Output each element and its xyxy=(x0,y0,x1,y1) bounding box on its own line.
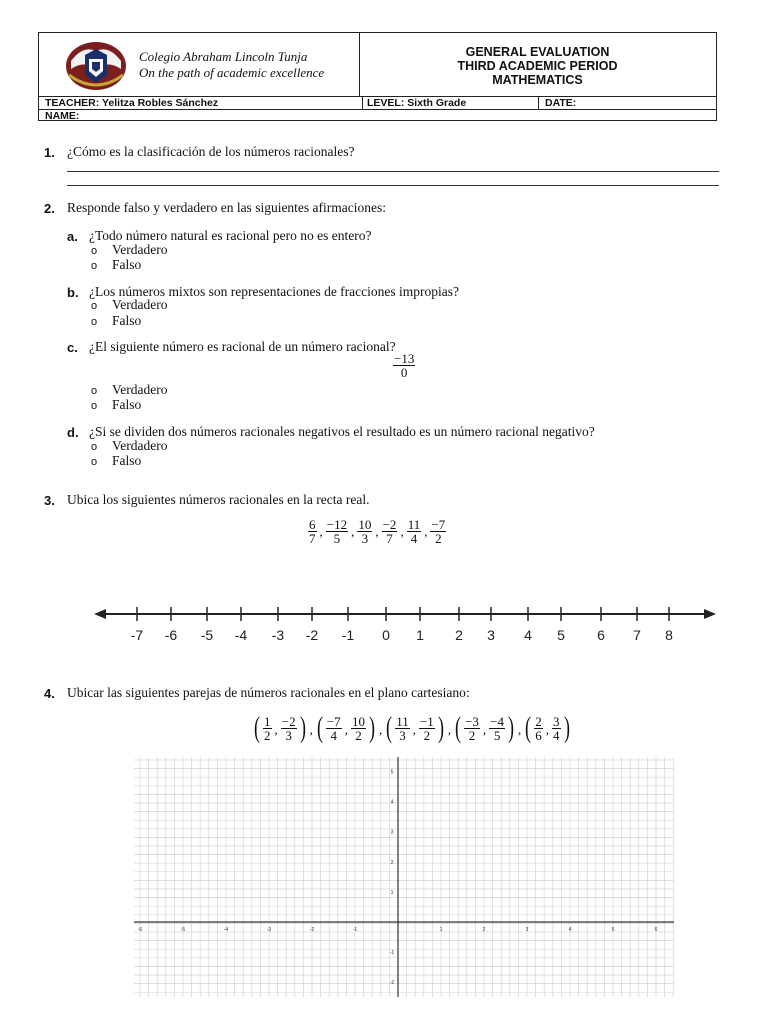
comma: , xyxy=(518,722,522,737)
fraction-denominator: 5 xyxy=(493,727,501,743)
tick-label: -4 xyxy=(234,627,248,643)
logo-cell xyxy=(39,33,360,96)
fraction-denominator: 3 xyxy=(399,727,406,743)
q2b-text: ¿Los números mixtos son representaciones de fracciones impropias? xyxy=(89,284,460,299)
school-motto: On the path of academic excellence xyxy=(139,65,325,80)
fraction-denominator: 2 xyxy=(355,727,362,743)
fraction-denominator: 2 xyxy=(423,727,431,743)
radio-bullet[interactable]: o xyxy=(91,400,98,412)
y-tick-label: 1 xyxy=(390,889,394,896)
tick-label: 1 xyxy=(416,627,424,643)
q2d-letter: d. xyxy=(67,425,79,440)
fraction-denominator: 4 xyxy=(553,727,560,743)
fraction xyxy=(326,518,348,545)
comma: , xyxy=(274,722,278,737)
pair-x-fraction xyxy=(534,715,543,742)
tick-label: 7 xyxy=(633,627,641,643)
period-title: THIRD ACADEMIC PERIOD xyxy=(457,59,618,73)
open-paren: ( xyxy=(525,711,532,744)
pair-x-fraction xyxy=(464,715,480,742)
option-false[interactable]: Falso xyxy=(112,257,142,272)
fraction xyxy=(407,518,422,545)
option-true[interactable]: Verdadero xyxy=(112,438,168,453)
school-crest-icon xyxy=(65,41,127,91)
fraction-numerator: 11 xyxy=(396,713,409,729)
x-tick-label: -1 xyxy=(352,927,358,933)
comma: , xyxy=(545,722,549,737)
date-field[interactable]: DATE: xyxy=(545,97,577,109)
x-tick-label: 5 xyxy=(611,927,615,933)
pair-x-fraction xyxy=(263,715,272,742)
eval-title: GENERAL EVALUATION xyxy=(465,45,610,59)
radio-bullet[interactable]: o xyxy=(91,260,98,272)
x-tick-label: -4 xyxy=(223,927,229,933)
fraction-numerator: −4 xyxy=(490,713,504,729)
fraction-numerator: −7 xyxy=(326,713,341,729)
fraction-denominator: 4 xyxy=(330,727,338,743)
level-label: LEVEL: Sixth Grade xyxy=(367,97,467,109)
close-paren: ) xyxy=(508,711,514,744)
header-table xyxy=(38,32,717,121)
comma: , xyxy=(400,524,404,539)
q2c-text: ¿El siguiente número es racional de un número racional? xyxy=(89,339,396,354)
y-tick-label: 4 xyxy=(390,799,394,806)
cartesian-grid[interactable] xyxy=(134,757,674,997)
fraction-denominator: 4 xyxy=(410,531,418,546)
radio-bullet[interactable]: o xyxy=(91,245,98,257)
q4-text: Ubicar las siguientes parejas de números racionales en el plano cartesiano: xyxy=(67,685,470,700)
tick-label: -6 xyxy=(164,627,178,643)
name-field[interactable]: NAME: xyxy=(45,110,80,122)
title-cell xyxy=(359,33,716,96)
comma: , xyxy=(375,524,379,539)
name-row xyxy=(39,109,716,122)
tick-label: 4 xyxy=(524,627,532,643)
open-paren: ( xyxy=(386,711,393,744)
pair-x-fraction xyxy=(395,715,410,742)
arrow-left-icon xyxy=(94,609,106,619)
teacher-label: TEACHER: Yelitza Robles Sánchez xyxy=(45,97,219,109)
open-paren: ( xyxy=(254,711,260,744)
tick-label: -1 xyxy=(341,627,355,643)
x-tick-label: 4 xyxy=(568,927,572,933)
option-false[interactable]: Falso xyxy=(112,453,142,468)
q3-fraction-list xyxy=(307,518,447,545)
option-true[interactable]: Verdadero xyxy=(112,242,168,257)
option-true[interactable]: Verdadero xyxy=(112,382,168,397)
pair-y-fraction xyxy=(281,715,297,742)
comma: , xyxy=(424,524,428,539)
fraction xyxy=(357,518,372,545)
q2a-text: ¿Todo número natural es racional pero no es entero? xyxy=(89,228,372,243)
radio-bullet[interactable]: o xyxy=(91,456,98,468)
y-tick-label: -1 xyxy=(389,950,395,957)
x-tick-label: -3 xyxy=(266,927,272,933)
tick-label: -2 xyxy=(305,627,319,643)
fraction-denominator: 2 xyxy=(435,531,442,546)
radio-bullet[interactable]: o xyxy=(91,316,98,328)
fraction-numerator: −2 xyxy=(281,713,296,729)
comma: , xyxy=(351,524,355,539)
x-tick-label: -2 xyxy=(309,927,315,933)
fraction-denominator: 7 xyxy=(309,531,316,546)
radio-bullet[interactable]: o xyxy=(91,441,98,453)
radio-bullet[interactable]: o xyxy=(91,385,98,397)
open-paren: ( xyxy=(455,711,462,744)
comma: , xyxy=(412,722,416,737)
answer-line[interactable] xyxy=(67,185,719,186)
fraction-numerator: 2 xyxy=(535,713,542,729)
q2c-letter: c. xyxy=(67,340,78,355)
pair-y-fraction xyxy=(489,715,505,742)
pair-y-fraction xyxy=(419,715,435,742)
fraction xyxy=(308,518,317,545)
option-true[interactable]: Verdadero xyxy=(112,297,168,312)
q3-number: 3. xyxy=(44,493,55,508)
close-paren: ) xyxy=(563,711,570,744)
school-name: Colegio Abraham Lincoln Tunja xyxy=(139,49,308,64)
tick-label: 8 xyxy=(665,627,673,643)
fraction-numerator: −3 xyxy=(465,713,479,729)
close-paren: ) xyxy=(368,711,375,744)
x-tick-label: -6 xyxy=(137,927,143,933)
fraction-numerator: −1 xyxy=(419,713,434,729)
y-tick-label: 3 xyxy=(390,829,394,836)
fraction-numerator: 1 xyxy=(264,713,271,729)
y-tick-label: 2 xyxy=(390,859,394,866)
comma: , xyxy=(319,524,323,539)
tick-label: -3 xyxy=(271,627,285,643)
x-tick-label: 3 xyxy=(525,927,529,933)
pair-x-fraction xyxy=(326,715,342,742)
close-paren: ) xyxy=(437,711,444,744)
fraction-denominator: 7 xyxy=(386,531,393,546)
close-paren: ) xyxy=(299,711,306,744)
arrow-right-icon xyxy=(704,609,716,619)
tick-label: 2 xyxy=(455,627,463,643)
tick-label: 5 xyxy=(557,627,565,643)
fraction-numerator: −7 xyxy=(431,517,446,532)
fraction-denominator: 5 xyxy=(333,531,341,546)
fraction-denominator: 0 xyxy=(400,365,408,380)
q1-number: 1. xyxy=(44,145,55,160)
fraction-numerator: −2 xyxy=(382,517,397,532)
tick-label: -5 xyxy=(200,627,214,643)
fraction-denominator: 3 xyxy=(361,531,369,546)
q2b-letter: b. xyxy=(67,285,79,300)
q4-number: 4. xyxy=(44,686,55,701)
fraction-numerator: −12 xyxy=(326,517,348,532)
q3-text: Ubica los siguientes números racionales en la recta real. xyxy=(67,492,370,507)
comma: , xyxy=(309,722,313,737)
tick-label: 0 xyxy=(382,627,390,643)
comma: , xyxy=(447,722,452,737)
q2-text: Responde falso y verdadero en las siguientes afirmaciones: xyxy=(67,200,387,215)
open-paren: ( xyxy=(316,711,323,744)
radio-bullet[interactable]: o xyxy=(91,300,98,312)
option-false[interactable]: Falso xyxy=(112,313,142,328)
q2a-letter: a. xyxy=(67,229,78,244)
comma: , xyxy=(378,722,383,737)
q2d-text: ¿Si se dividen dos números racionales negativos el resultado es un número racional negativo? xyxy=(89,424,595,439)
tick-label: 3 xyxy=(487,627,495,643)
q1-text: ¿Cómo es la clasificación de los números racionales? xyxy=(67,144,355,159)
q4-pair-list xyxy=(252,713,572,743)
comma: , xyxy=(344,722,348,737)
option-false[interactable]: Falso xyxy=(112,397,142,412)
x-tick-label: 1 xyxy=(439,927,443,933)
x-tick-label: 2 xyxy=(482,927,486,933)
fraction-denominator: 2 xyxy=(468,727,476,743)
fraction-numerator: −13 xyxy=(394,351,415,366)
y-tick-label: -2 xyxy=(389,980,395,987)
q2c-fraction xyxy=(392,352,416,379)
fraction-denominator: 2 xyxy=(264,727,271,743)
fraction-numerator: 10 xyxy=(351,713,365,729)
fraction-numerator: 11 xyxy=(407,517,421,532)
q2-number: 2. xyxy=(44,201,55,216)
comma: , xyxy=(482,722,487,737)
fraction-numerator: 6 xyxy=(309,517,316,532)
fraction-denominator: 3 xyxy=(285,727,292,743)
answer-line[interactable] xyxy=(67,171,719,172)
pair-y-fraction xyxy=(552,715,561,742)
y-tick-label: 5 xyxy=(390,769,394,776)
pair-y-fraction xyxy=(351,715,366,742)
teacher-row xyxy=(39,96,716,110)
fraction-denominator: 6 xyxy=(535,727,542,743)
fraction xyxy=(430,518,446,545)
fraction-numerator: 3 xyxy=(553,713,560,729)
x-tick-label: 6 xyxy=(654,927,658,933)
x-tick-label: -5 xyxy=(180,927,186,933)
number-line xyxy=(90,602,720,652)
tick-label: 6 xyxy=(597,627,605,643)
tick-label: -7 xyxy=(130,627,144,643)
subject-title: MATHEMATICS xyxy=(492,73,583,87)
fraction xyxy=(382,518,398,545)
fraction-numerator: 10 xyxy=(358,517,372,532)
